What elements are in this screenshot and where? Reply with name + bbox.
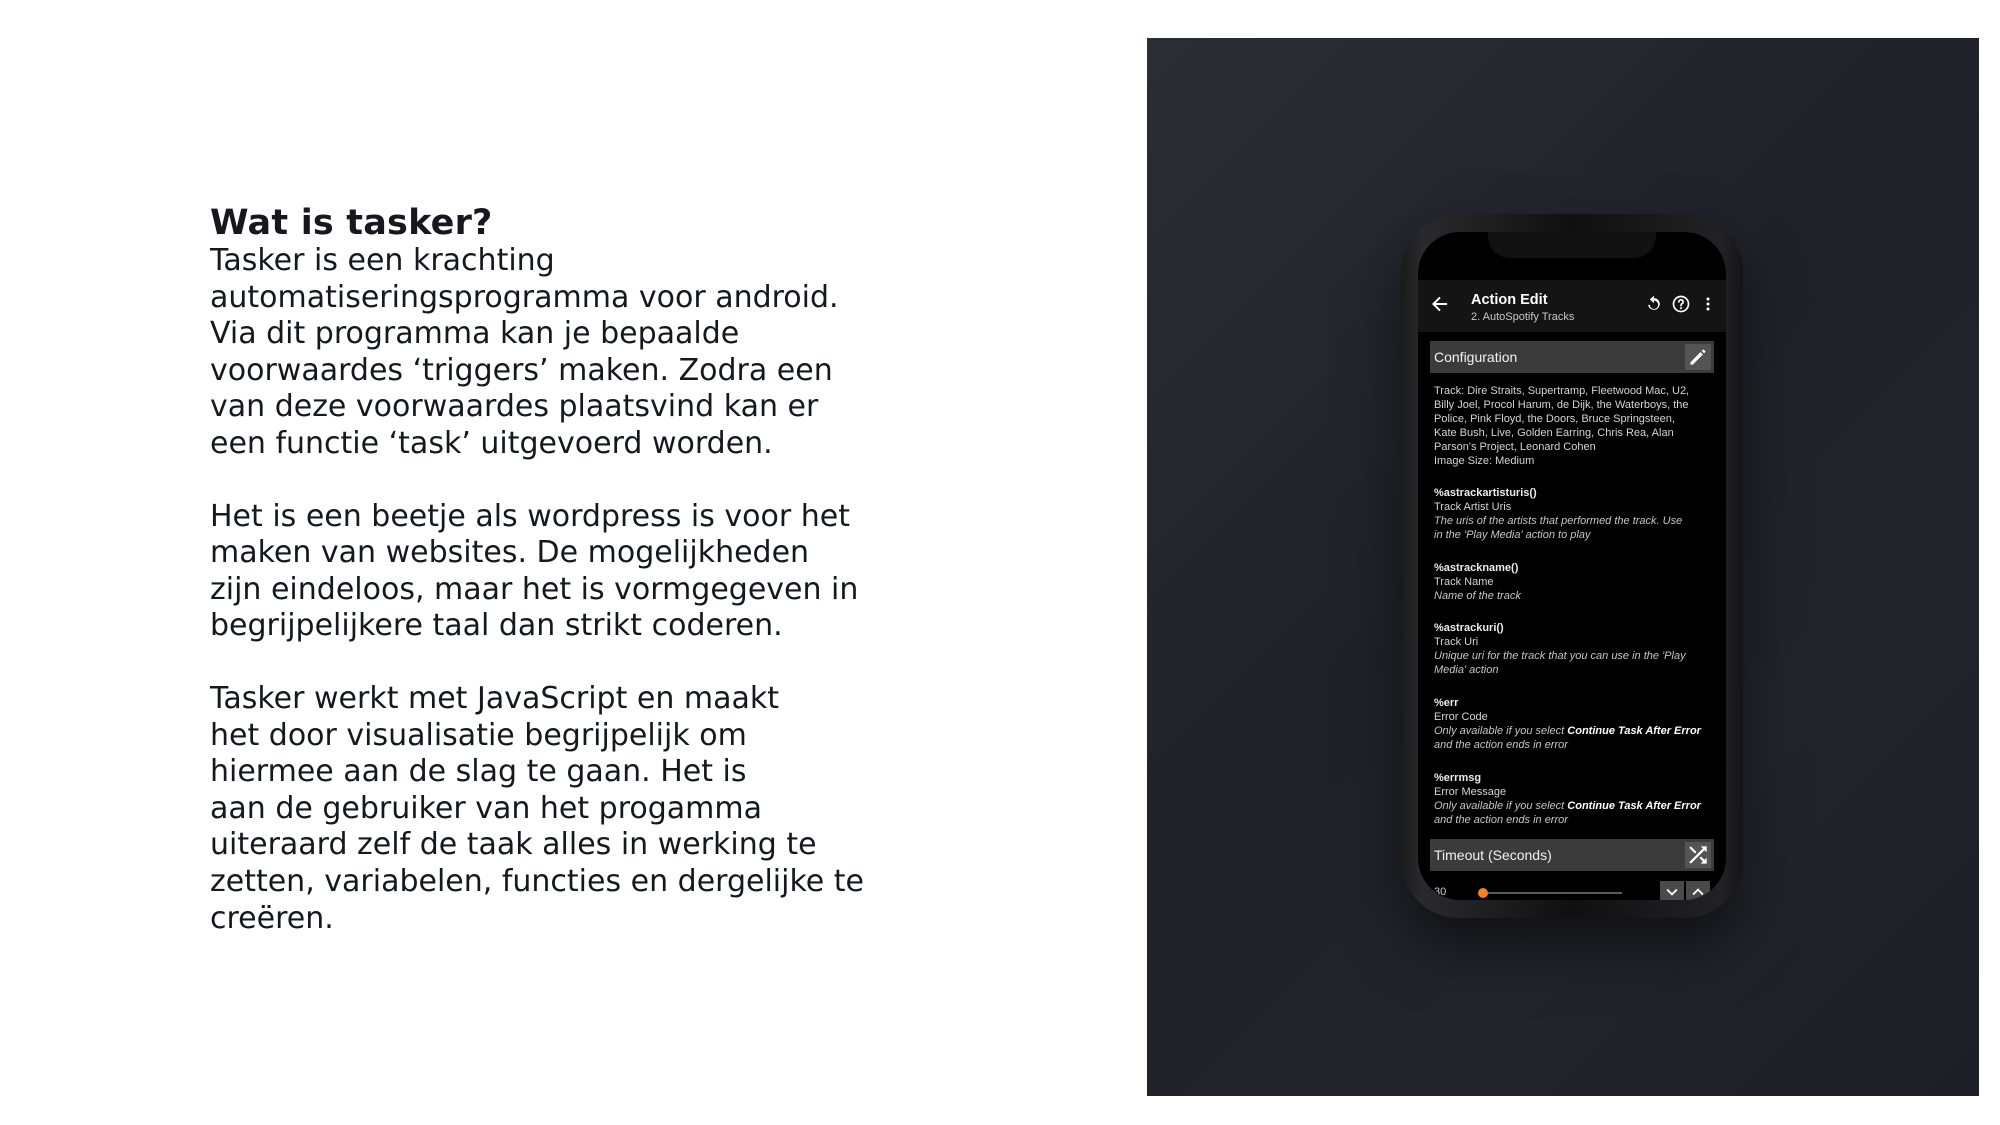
text-column [210,203,910,937]
desc-text: Only available if you select [1434,725,1568,737]
para3-line: zetten, variabelen, functies en dergelijke te [210,863,864,899]
app-bar [1418,280,1726,332]
phone-mockup [1401,214,1743,918]
help-icon[interactable] [1671,294,1691,314]
para3-line: hiermee aan de slag te gaan. Het is [210,754,747,790]
variable-description [1434,724,1714,738]
timeout-slider-row [1418,878,1726,900]
error-variable-block [1434,771,1714,827]
para1-line: Tasker is een krachting [210,243,555,278]
chevron-down-icon [1660,881,1684,900]
heading: Wat is tasker? [210,203,493,243]
config-line: Kate Bush, Live, Golden Earring, Chris Rea, Alan [1434,427,1674,439]
timeout-bar [1430,839,1714,871]
para1-line: Via dit programma kan je bepaalde [210,316,740,352]
variable-block [1434,486,1714,542]
variable-name: %errmsg [1434,772,1482,784]
para1-line: voorwaardes ‘triggers’ maken. Zodra een [210,352,833,388]
phone-side-button [1742,374,1746,434]
variable-block [1434,621,1714,677]
variable-label: Track Name [1434,576,1494,588]
para1-line: van deze voorwaardes plaatsvind kan er [210,389,819,425]
phone-notch [1488,232,1656,258]
paragraph-3 [210,681,910,937]
para1-line: automatiseringsprogramma voor android. [210,279,839,315]
error-variable-block [1434,696,1714,752]
variable-label: Track Artist Uris [1434,501,1512,513]
config-line: Police, Pink Floyd, the Doors, Bruce Springsteen, [1434,413,1675,425]
variable-description: Unique uri for the track that you can use in the 'Play [1434,650,1686,662]
para2-line: Het is een beetje als wordpress is voor het [210,498,850,534]
timeout-slider-thumb[interactable] [1478,888,1488,898]
para3-line: Tasker werkt met JavaScript en maakt [210,680,780,716]
back-arrow-icon[interactable] [1428,292,1452,316]
timeout-slider-track[interactable] [1480,892,1622,894]
variable-description: and the action ends in error [1434,739,1568,751]
config-line: Parson's Project, Leonard Cohen [1434,441,1596,453]
increment-button[interactable] [1686,881,1710,900]
paragraph-1 [210,243,910,463]
chevron-up-icon [1686,881,1710,900]
variable-description: Media' action [1434,664,1499,676]
desc-bold: Continue Task After Error [1567,800,1701,812]
variable-name: %astrackartisturis() [1434,487,1537,499]
para2-line: maken van websites. De mogelijkheden [210,535,810,571]
variable-label: Error Code [1434,711,1488,723]
variable-description: and the action ends in error [1434,814,1568,826]
variable-description: Name of the track [1434,590,1521,602]
decrement-button[interactable] [1660,881,1684,900]
config-line: Billy Joel, Procol Harum, de Dijk, the Waterboys, the [1434,399,1689,411]
variable-label: Track Uri [1434,636,1479,648]
para2-line: zijn eindeloos, maar het is vormgegeven in [210,571,859,607]
configuration-bar [1430,341,1714,373]
variable-block [1434,561,1714,603]
config-line: Image Size: Medium [1434,455,1535,467]
timeout-value: 30 [1434,886,1447,898]
variable-label: Error Message [1434,786,1507,798]
para3-line: uiteraard zelf de taak alles in werking te [210,827,817,863]
desc-text: Only available if you select [1434,800,1568,812]
app-title: Action Edit [1471,292,1548,308]
para3-line: aan de gebruiker van het progamma [210,790,762,826]
phone-screen [1418,232,1726,900]
variable-name: %astrackuri() [1434,622,1504,634]
configuration-label: Configuration [1434,349,1518,365]
configuration-text [1434,384,1714,468]
timeout-label: Timeout (Seconds) [1434,847,1552,863]
variable-description [1434,799,1714,813]
para2-line: begrijpelijkere taal dan strikt coderen. [210,608,783,644]
undo-icon[interactable] [1644,294,1664,314]
para3-line: creëren. [210,900,334,936]
variable-description: in the 'Play Media' action to play [1434,529,1591,541]
variable-name: %err [1434,697,1459,709]
config-line: Track: Dire Straits, Supertramp, Fleetwood Mac, U2, [1434,385,1690,397]
pencil-icon [1685,344,1711,370]
shuffle-icon [1685,842,1711,868]
more-vert-icon[interactable] [1698,294,1718,314]
desc-bold: Continue Task After Error [1567,725,1701,737]
variable-description: The uris of the artists that performed the track. Use [1434,515,1683,527]
paragraph-2 [210,499,910,645]
para1-line: een functie ‘task’ uitgevoerd worden. [210,425,773,461]
app-subtitle: 2. AutoSpotify Tracks [1471,311,1575,323]
para3-line: het door visualisatie begrijpelijk om [210,717,747,753]
variable-name: %astrackname() [1434,562,1519,574]
shuffle-button[interactable] [1685,842,1711,868]
edit-button[interactable] [1685,344,1711,370]
